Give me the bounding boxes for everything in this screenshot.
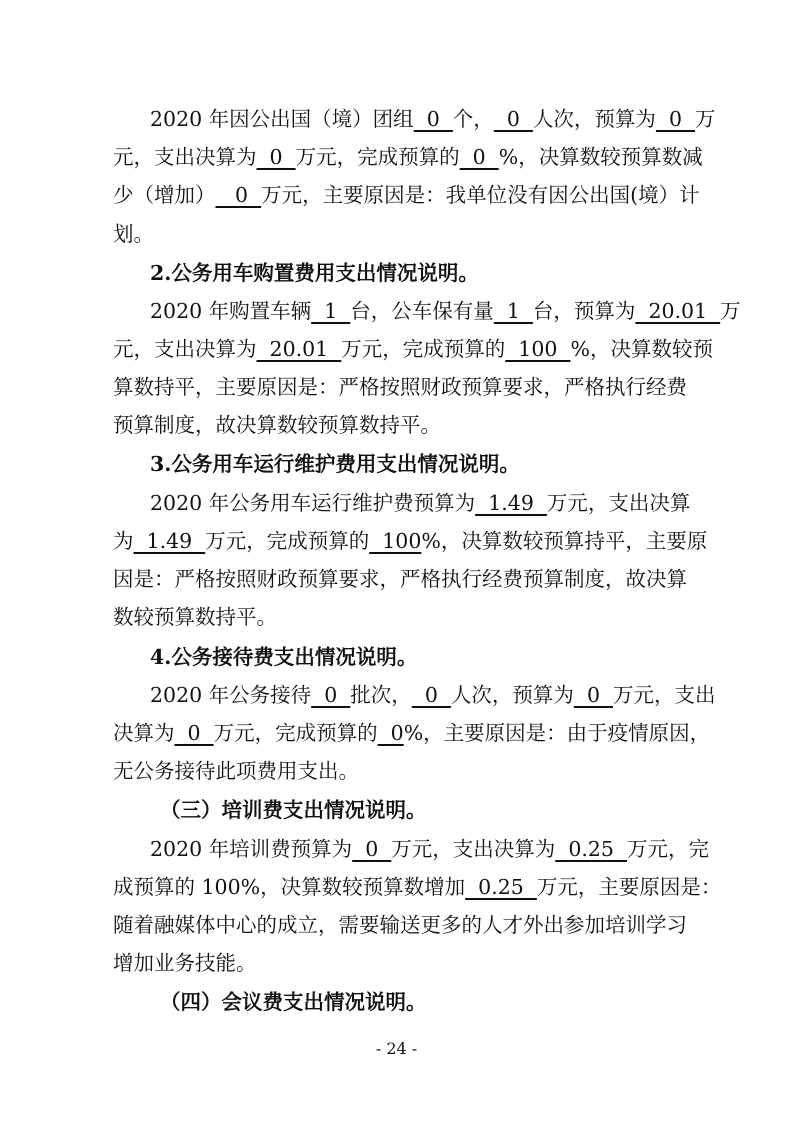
page-number: - 24 - — [375, 1039, 418, 1058]
text-run: 2020 年因公出国（境）团组 — [150, 107, 414, 131]
filled-value: 100 — [369, 529, 422, 553]
paragraph-line — [113, 949, 257, 977]
filled-value: 0 — [573, 683, 614, 707]
filled-value: 20.01 — [256, 337, 342, 361]
text-run: 2020 年公务用车运行维护费预算为 — [150, 491, 476, 515]
text-run: 人次，预算为 — [450, 683, 574, 707]
text-run: 划。 — [113, 222, 154, 246]
text-run: 万元，支出决算为 — [391, 837, 556, 861]
paragraph-line — [113, 411, 441, 439]
paragraph-line — [113, 911, 687, 939]
filled-value: 0 — [311, 683, 351, 707]
text-run: 随着融媒体中心的成立，需要输送更多的人才外出参加培训学习 — [113, 913, 687, 937]
text-run: 2020 年公务接待 — [150, 683, 312, 707]
paragraph-line — [150, 681, 716, 709]
section-heading: （四）会议费支出情况说明。 — [160, 990, 427, 1014]
text-run: 万元，完成预算的 — [341, 337, 506, 361]
paragraph-line — [150, 835, 709, 863]
text-run: 预算制度，故决算数较预算数持平。 — [113, 413, 441, 437]
text-run: 数较预算数持平。 — [113, 605, 277, 629]
filled-value: 0 — [215, 183, 262, 207]
text-run: 算数持平，主要原因是：严格按照财政预算要求，严格执行经费 — [113, 375, 687, 399]
filled-value: 1 — [493, 299, 533, 323]
filled-value: 0.25 — [465, 875, 537, 899]
filled-value: 0 — [174, 721, 214, 745]
paragraph-line — [113, 527, 708, 555]
text-run: 万元，完 — [627, 837, 710, 861]
text-run: 为 — [113, 529, 134, 553]
paragraph-line — [150, 489, 690, 517]
text-run: 万 — [695, 107, 716, 131]
paragraph-line — [113, 757, 359, 785]
text-run: 人次，预算为 — [532, 107, 656, 131]
text-run: 万元，主要原因是： — [536, 875, 722, 899]
paragraph-line — [113, 603, 277, 631]
paragraph-line — [113, 719, 711, 747]
text-run: 万元，完成预算的 — [213, 721, 378, 745]
text-run: 台，预算为 — [532, 299, 636, 323]
text-run: 万元，完成预算的 — [205, 529, 370, 553]
section-heading: 2.公务用车购置费用支出情况说明。 — [150, 261, 479, 285]
section-heading: 4.公务接待费支出情况说明。 — [150, 645, 418, 669]
text-run: 台，公车保有量 — [350, 299, 494, 323]
filled-value: 0 — [413, 107, 453, 131]
filled-value: 0 — [459, 145, 499, 169]
filled-value: 1 — [311, 299, 351, 323]
section-heading: 3.公务用车运行维护费用支出情况说明。 — [150, 452, 520, 476]
section-heading: （三）培训费支出情况说明。 — [160, 798, 427, 822]
text-run: %，主要原因是：由于疫情原因， — [403, 721, 711, 745]
text-run: 元，支出决算为 — [113, 145, 257, 169]
text-run: 万元，支出决算 — [546, 491, 691, 515]
filled-value: 0 — [256, 145, 296, 169]
text-run: 批次， — [350, 683, 412, 707]
text-run: 元，支出决算为 — [113, 337, 257, 361]
filled-value: 100 — [505, 337, 571, 361]
paragraph-line — [113, 565, 687, 593]
text-run: 少（增加） — [113, 183, 216, 207]
text-run: 万元，主要原因是：我单位没有因公出国(境）计 — [261, 183, 700, 207]
text-run: 万 — [720, 299, 741, 323]
text-run: 2020 年购置车辆 — [150, 299, 312, 323]
filled-value: 1.49 — [133, 529, 206, 553]
filled-value: 0 — [352, 837, 392, 861]
text-run: 无公务接待此项费用支出。 — [113, 759, 359, 783]
filled-value: 0 — [377, 721, 404, 745]
text-run: 个， — [452, 107, 494, 131]
filled-value: 0.25 — [555, 837, 628, 861]
paragraph-line — [113, 220, 154, 248]
text-run: %，决算数较预算数减 — [498, 145, 703, 169]
paragraph-line — [113, 335, 713, 363]
filled-value: 1.49 — [475, 491, 547, 515]
filled-value: 0 — [493, 107, 533, 131]
filled-value: 20.01 — [635, 299, 721, 323]
text-run: %，决算数较预算持平，主要原 — [421, 529, 708, 553]
text-run: 因是：严格按照财政预算要求，严格执行经费预算制度，故决算 — [113, 567, 687, 591]
paragraph-line — [150, 105, 716, 133]
text-run: 万元，完成预算的 — [295, 145, 460, 169]
paragraph-line — [150, 297, 741, 325]
text-run: 万元，支出 — [613, 683, 716, 707]
paragraph-line — [113, 143, 703, 171]
text-run: 2020 年培训费预算为 — [150, 837, 353, 861]
paragraph-line — [113, 181, 700, 209]
filled-value: 0 — [411, 683, 451, 707]
paragraph-line — [113, 373, 687, 401]
text-run: 成预算的 100%，决算数较预算数增加 — [113, 875, 466, 899]
text-run: %，决算数较预 — [570, 337, 713, 361]
paragraph-line — [113, 873, 722, 901]
text-run: 决算为 — [113, 721, 175, 745]
text-run: 增加业务技能。 — [113, 951, 257, 975]
filled-value: 0 — [655, 107, 696, 131]
